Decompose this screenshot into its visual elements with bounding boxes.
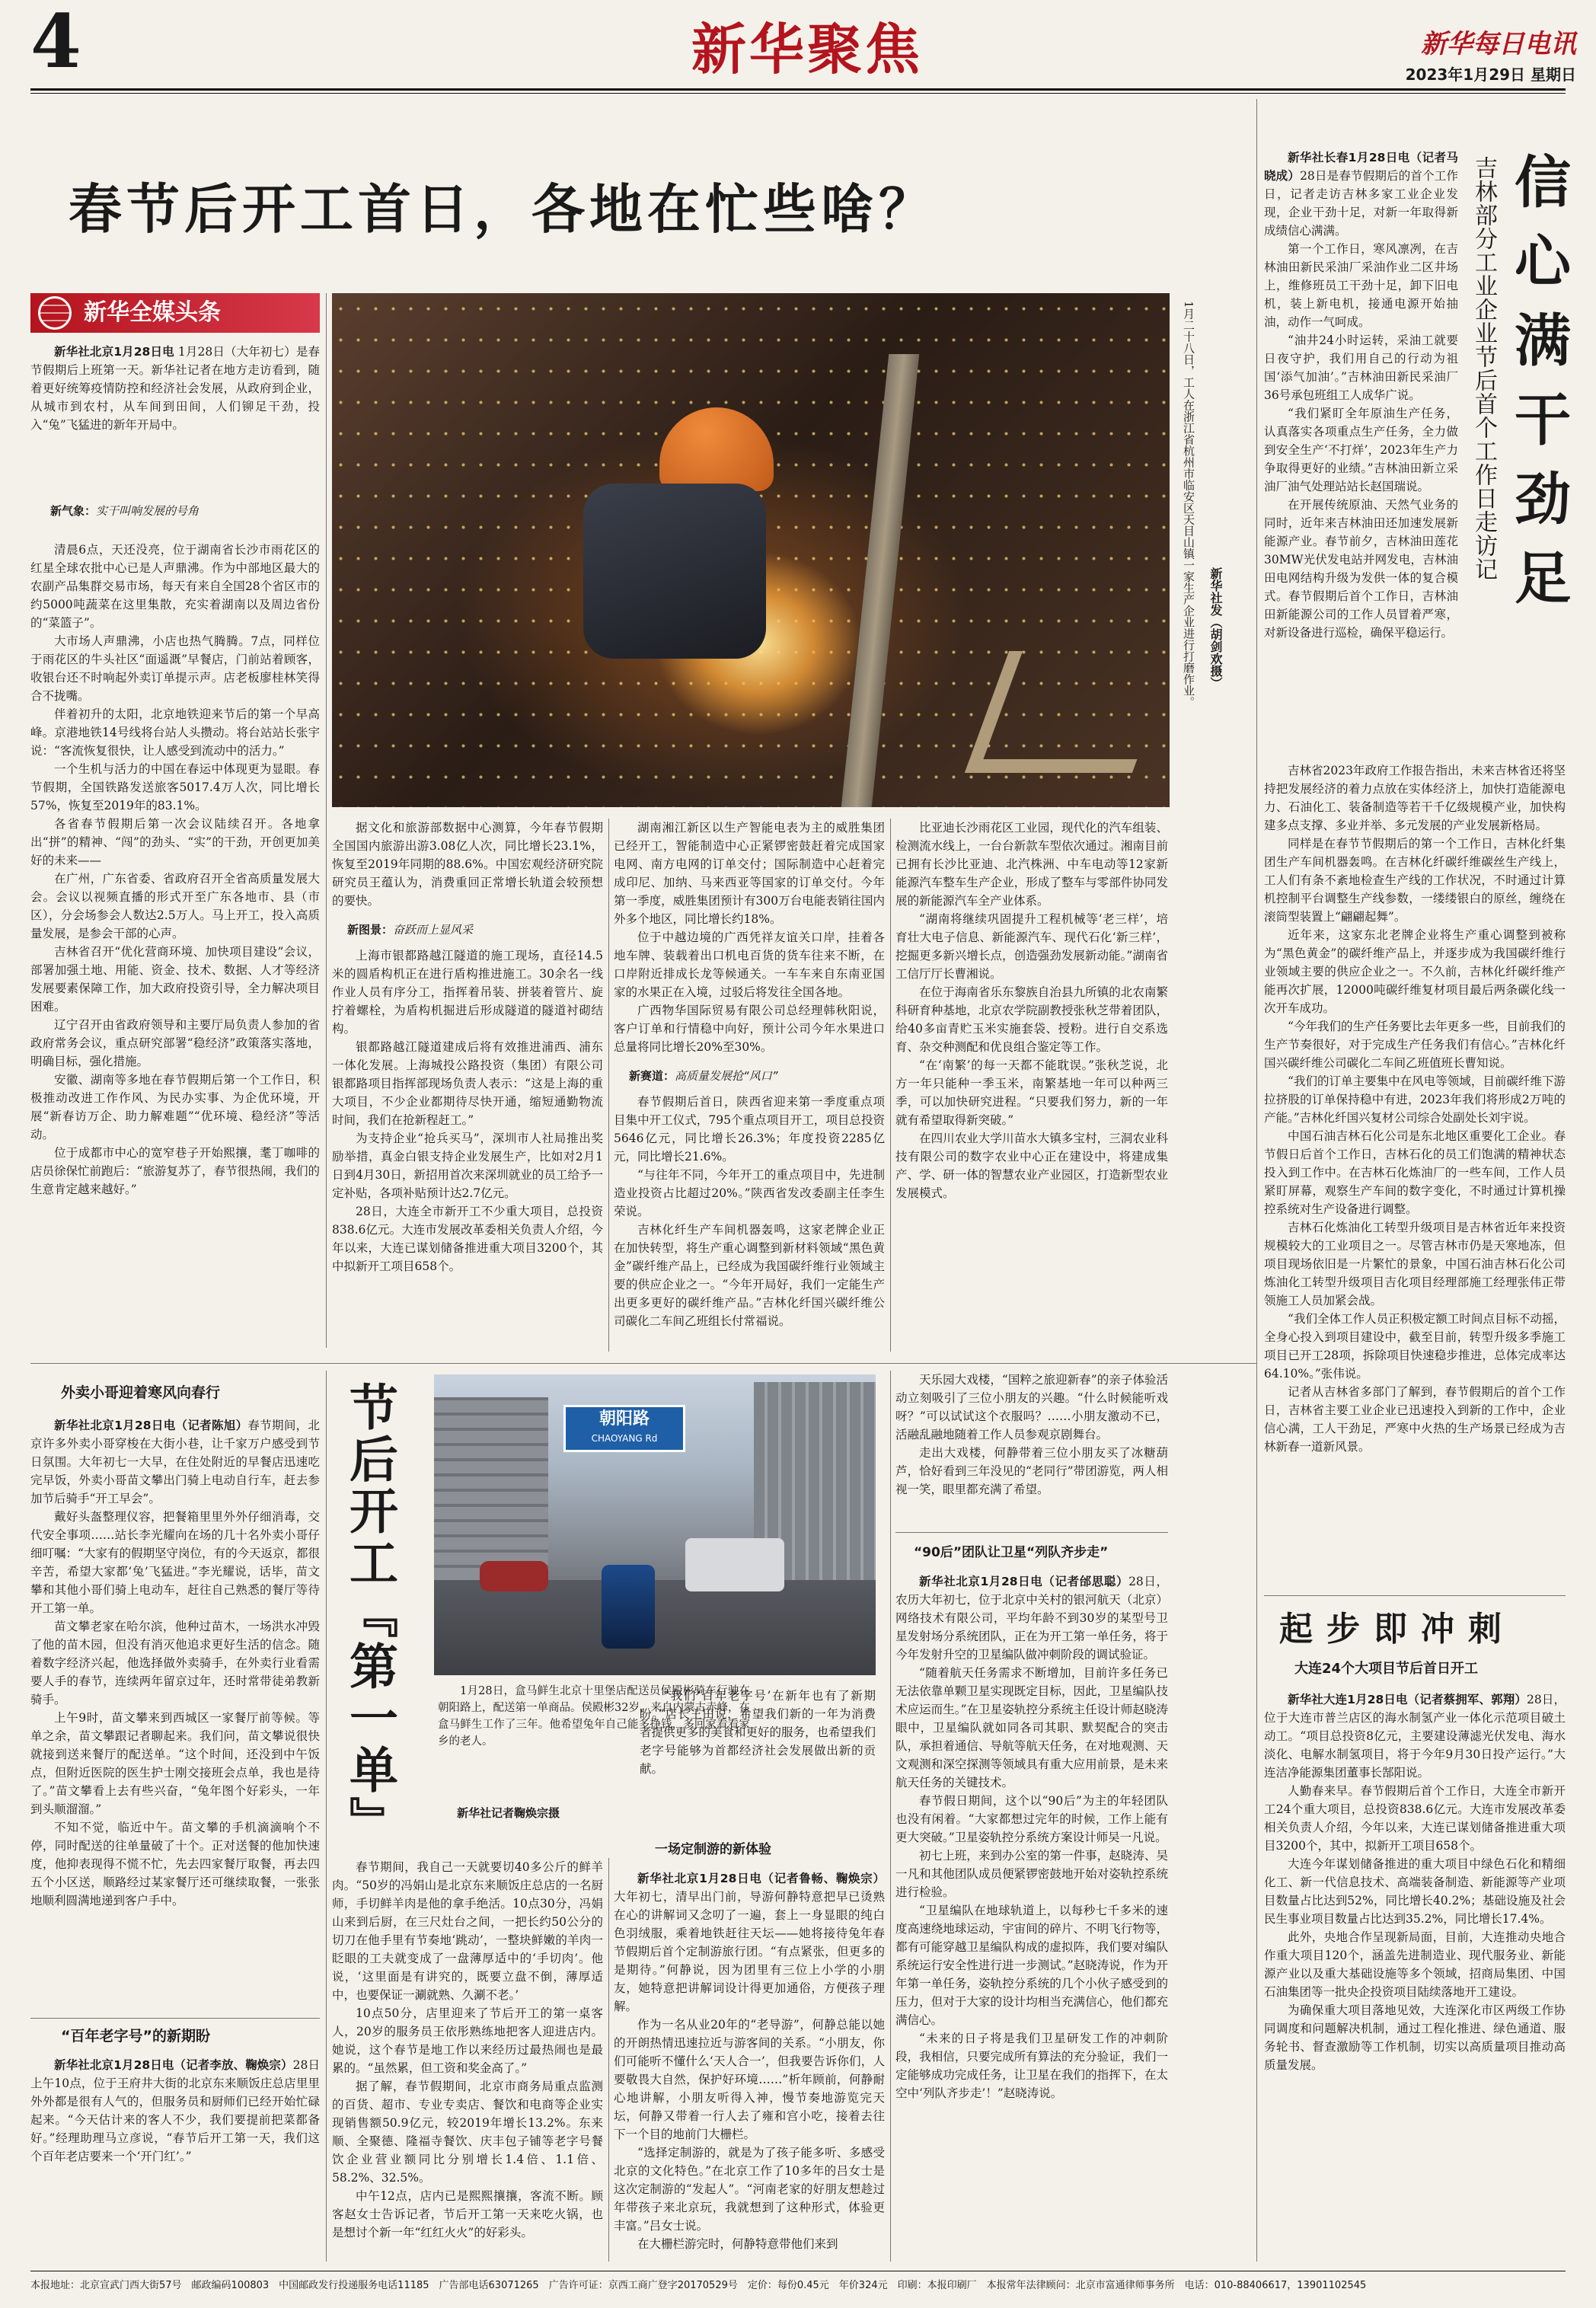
column-divider [608,1858,609,2262]
paragraph: “油井24小时运转，采油工就要日夜守护，我们用自己的行动为祖国‘添气加油’。”吉林油田新民采油厂36号承包班组工人成华广说。 [1264,334,1458,402]
paper-brand: 新华每日电讯 [1421,29,1576,59]
paragraph: 吉林化纤生产车间机器轰鸣，这家老牌企业正在加快转型，将生产重心调整到新材料领域“黑色黄金”碳纤维产品上，已经成为我国碳纤维行业领域主要的供应企业之一。“今年开局好，我们一定能生产出更多更好的碳纤维产品。”吉林化纤国兴碳纤维公司碳化二车间乙班组长付常福说。 [614,1223,885,1328]
section2-sub: 奋跃而上显风采 [393,923,474,937]
paragraph: 清晨6点，天还没亮，位于湖南省长沙市雨花区的红星全球农批中心已是人声鼎沸。作为中部地区最大的农副产品集群交易市场，每天有来自全国28个省区市的约5000吨蔬菜在这里集散，充实着湖南以及周边省份的“菜篮子”。 [30,543,320,630]
paragraph: 28日，大连全市新开工不少重大项目，总投资838.6亿元。大连市发展改革委相关负责人介绍，今年以来，大连已谋划储备推进重大项目3200个，其中拟新开工项目658个。 [332,1205,603,1273]
laozihao-body [30,2056,320,2262]
section1-title: 新气象： [50,504,97,518]
road [434,1580,876,1675]
dalian-dateline: 新华社大连1月28日电（记者蔡拥军、郭翔） [1288,1693,1527,1706]
tour-title: 一场定制游的新体验 [655,1842,771,1857]
paragraph: 据文化和旅游部数据中心测算，今年春节假期全国国内旅游出游3.08亿人次，同比增长23.1%，恢复至2019年同期的88.6%。中国宏观经济研究院研究员王蕴认为，消费重回正常增长轨道会较预想的要快。 [332,821,603,908]
satellite-dateline: 新华社北京1月28日电（记者邰思聪） [919,1575,1129,1588]
paragraph: 银都路越江隧道建成后将有效推进浦西、浦东一体化发展。上海城投公路投资（集团）有限公司银都路项目指挥部现场负责人表示：“这是上海的重大项目，不少企业都期待尽快开通，缩短通勤物流时间，我们在抢新程赶工。” [332,1040,603,1127]
paragraph: “我们全体工作人员正积极定额工时间点目标不动摇，全身心投入到项目建设中，截至目前，转型升级多季施工项目已开工28项，拆除项目快速稳步推进，总体完成率达64.10%。”张伟说。 [1264,1312,1566,1381]
road-sign-pinyin: CHAOYANG Rd [591,1433,658,1444]
lead-col3-body [614,819,885,1352]
column-divider [890,819,891,1352]
paragraph: 初七上班，来到办公室的第一件事，赵晓涛、吴一凡和其他团队成员便紧锣密鼓地开始对姿轨控系统进行检验。 [895,1849,1168,1899]
first-order-caption-text: 1月28日，盒马鲜生北京十里堡店配送员侯殿彬骑车行驶在朝阳路上，配送第一单商品。侯殿彬32岁，来自内蒙古赤峰，在盒马鲜生工作了三年。他希望兔年自己能多挣钱，多回家看看家乡的老人。 [438,1685,750,1748]
paragraph: 在四川农业大学川苗水大镇多宝村，三洞农业科技有限公司的数字农业中心正在建设中，将建成集产、学、研一体的智慧农业产业园区，打造新型农业发展模式。 [895,1132,1168,1200]
column-divider [1256,99,1257,2262]
courier-scooter [602,1565,655,1649]
paragraph: 中国石油吉林石化公司是东北地区重要化工企业。春节假日后首个工作日，吉林石化的员工们饱满的精神状态投入到工作中。在吉林石化炼油厂的一些车间，工作人员紧盯屏幕，观察生产车间的数字变化，不时通过计算机操控系统对生产设备进行调整。 [1264,1129,1566,1216]
paragraph: 同样是在春节节假期后的第一个工作日，吉林化纤集团生产车间机器轰鸣。在吉林化纤碳纤维碳丝生产线上，工人们有条不紊地检查生产线的工作状况，不时通过计算机控制平台调整生产线参数，一缕缕银白的原丝，缠绕在滚筒型装置上“翩翩起舞”。 [1264,837,1566,924]
road-sign [563,1405,685,1452]
dalian-title: 起步即冲刺 [1279,1610,1515,1649]
paragraph: 28日上午10点，位于王府井大街的北京东来顺饭庄总店里里外外都是很有人气的，但服务员和厨师们已经开始忙碌起来。“今天估计来的客人不少，我们要提前把菜都备好。”经理助理马立彦说，“春节后开工第一天，我们这个百年老店要来一个‘开门红’。” [30,2058,320,2163]
lead-col2-body [332,819,603,1352]
road-sign-text: 朝阳路 [598,1409,650,1429]
column-logo-text: 新华全媒头条 [84,299,221,326]
paragraph: 天乐园大戏楼，“国粹之旅迎新春”的亲子体验活动立刻吸引了三位小朋友的兴趣。“什么时候能听戏呀？”可以试试这个衣服吗？……小朋友激动不已，活融乱融地随着工作人员参观京剧舞台。 [895,1373,1168,1441]
section1-sub: 实干叫响发展的号角 [96,504,200,518]
paragraph: 作为一名从业20年的“老导游”，何静总能以她的开朗热情迅速拉近与游客间的关系。“小朋友，你们可能听不懂什么‘天人合一’，但我要告诉你们，人要敬畏大自然，保护好环境……”析年顾前，何静耐心地讲解，小朋友听得入神，慢节奏地游览完天坛，何静又带着一行人去了雍和宫小吃，接着去往下一个目的地前门大栅栏。 [614,2018,885,2141]
section-rule [895,1532,1168,1533]
paragraph: 大市场人声鼎沸，小店也热气腾腾。7点，同样位于雨花区的牛头社区“面遥溉”早餐店，门前站着顾客，收银台还不时响起外卖订单提示声。店老板廖桂林笑得合不拢嘴。 [30,634,320,703]
worker-helmet [659,407,774,491]
kuaidi-title: 外卖小哥迎着寒风向春行 [61,1384,221,1401]
paragraph: 第一个工作日，寒风凛冽，在吉林油田新民采油厂采油作业二区井场上，维修班员工干劲十足，卸下旧电机，装上新电机，接通电源开始抽油，动作一气呵成。 [1264,242,1458,329]
paragraph: 在开展传统原油、天然气业务的同时，近年来吉林油田还加速发展新能源产业。春节前夕，吉林油田莲花30MW光伏发电站并网发电，吉林油田电网结构升级为发供一体的复合模式。春节假期后首个工作日，吉林油田新能源公司的工作人员冒着严寒，对新设备进行巡检，确保平稳运行。 [1264,498,1458,640]
column-logo [30,293,320,333]
paragraph: “选择定制游的，就是为了孩子能多听、多感受北京的文化特色。”在北京工作了10多年的吕女士是这次定制游的“发起人”。“河南老家的好朋友想趁过年带孩子来北京玩，我就想到了这种形式，体验更丰富。”吕女士说。 [614,2146,885,2233]
tour-body-cont [895,1371,1168,1523]
jilin-vertical-title: 信心满干劲足 [1505,152,1571,627]
jilin-body-top [1264,148,1458,750]
paragraph: 近年来，这家东北老牌企业将生产重心调整到被称为“黑色黄金”的碳纤维产品上，并逐步成为我国碳纤维行业领域主要的供应企业之一。不久前，吉林化纤碳纤维产能再次扩展，12000吨碳纤维复材项目最后两条碳化线一次开车成功。 [1264,928,1566,1015]
paragraph: 湖南湘江新区以生产智能电表为主的威胜集团已经开工，智能制造中心正紧锣密鼓赶着完成国家电网、南方电网的订单交付；国际制造中心赶着完成印尼、加纳、马来西亚等国家的订单交付。今年第一季度，威胜集团预计有300万台电能表销往国内外多个地区，同比增长约18%。 [614,821,885,926]
paragraph: 中午12点，店内已是熙熙攘攘，客流不断。顾客赵女士告诉记者，节后开工第一天来吃火锅，也是想讨个新一年“红红火火”的好彩头。 [332,2189,603,2239]
paragraph: 28日，位于大连市普兰店区的海水制氢产业一体化示范项目破土动工。“项目总投资8亿元，主要建设薄滤光伏发电、海水淡化、电解水制氢项目，将于今年9月30日投产运行。”大连洁净能源集团董事长郜阳说。 [1264,1693,1566,1780]
section3-heading [629,1067,885,1085]
lead-intro-text: 1月28日（大年初七）是春节假期后上班第一天。新华社记者在地方走访看到，随着更好统筹疫情防控和经济社会发展，从政府到企业，从城市到农村，从车间到田间，人们铆足干劲，投入“兔”飞猛进的新年开局中。 [30,345,320,432]
paragraph: 辽宁召开由省政府领导和主要厅局负责人参加的省政府常务会议，重点研究部署“稳经济”政策落实落地，明确目标，强化措施。 [30,1018,320,1068]
section2-title: 新图景： [347,923,394,937]
footer-address: 本报地址：北京宣武门西大街57号 邮政编码100803 中国邮政发行投递服务电话11185 广告部电话63071265 广告许可证：京西工商广登字20170529号 定价：每份0.45元 年价324元 印刷：本报印刷厂 本报常年法律顾问：北京市富通律师事务所 电话：010-88406617，13901102545 [30,2280,1367,2291]
worker-body [583,484,766,659]
laozihao-dateline: 新华社北京1月28日电（记者李放、鞠焕宗） [54,2058,293,2072]
column-divider [326,293,327,1348]
section3-title: 新赛道： [629,1069,675,1083]
main-photo-credit: 新华社发（胡剑欢摄） [1208,567,1223,689]
tour-dateline: 新华社北京1月28日电（记者鲁畅、鞠焕宗） [637,1872,885,1885]
steel-beam [841,354,920,807]
section-rule [30,2018,320,2019]
masthead-rule [30,88,1566,91]
column-divider [326,1371,327,2262]
column-divider [890,1371,891,2262]
paragraph: 在广州，广东省委、省政府召开全省高质量发展大会。会议以视频直播的形式开至广东各地市、县（市区），分会场参会人数达2.5万人。马上开工，投入高质量发展，是参会干部的心声。 [30,872,320,940]
date-line: 2023年1月29日 星期日 [1405,65,1576,84]
paragraph: “我们的订单主要集中在风电等领域，目前碳纤维下游拉挤股的订单保持稳中有进，2023年我们将形成2万吨的产能。”吉林化纤国兴复材公司综合处副处长刘宇说。 [1264,1074,1566,1125]
paragraph: 此外，央地合作呈现新局面，目前，大连推动央地合作重大项目120个，涵盖先进制造业、现代服务业、新能源产业以及重大基础设施等多个领域，招商局集团、中国石油集团等一批央企投资项目陆续落地开工建设。 [1264,1930,1566,1999]
paragraph: 一个生机与活力的中国在春运中体现更为显眼。春节假期，全国铁路发送旅客5017.4万人次，同比增长57%，恢复至2019年的83.1%。 [30,762,320,812]
bus [685,1538,784,1591]
paragraph: “湖南将继续巩固提升工程机械等‘老三样’，培育壮大电子信息、新能源汽车、现代石化‘新三样’，挖掘更多新兴增长点，创造强劲发展新动能。”湖南省工信厅厅长曹湘说。 [895,912,1168,981]
section2-heading [347,921,603,939]
paragraph: 在大栅栏游完时，何静特意带他们来到 [637,2237,838,2251]
section-rule [30,1363,1256,1364]
paragraph: 上午9时，苗文攀来到西城区一家餐厅前等候。等单之余，苗文攀跟记者聊起来。我们问，苗文攀说很快就接到送来餐厅的配送单。“这个时间，还没到中午饭点，但附近医院的医生护士刚交接班会点单，我也是待了。”苗文攀看上去有些兴奋，“兔年图个好彩头，一年到头顺溜溜。” [30,1711,320,1816]
tour-body [614,1869,885,2262]
paragraph: 记者从吉林省多部门了解到，春节假期后的首个工作日，吉林省主要工业企业已迅速投入到新的工作中，企业信心满，工人干劲足，严寒中火热的生产场景已经成为吉林新春一道新风景。 [1264,1385,1566,1454]
section3-sub: 高质量发展抢“风口” [675,1069,778,1083]
page-number: 4 [30,0,81,85]
column-divider [608,819,609,1352]
first-order-quote [640,1687,876,1831]
first-order-photo [434,1374,876,1675]
laozihao-body-cont [332,1858,603,2262]
paragraph: “在‘南繁’的每一天都不能耽误。”张秋芝说，北方一年只能种一季玉米，南繁基地一年可以种两三季，可以加快研究进程。“只要我们努力，新的一年就有希望取得新突破。” [895,1058,1168,1127]
paragraph: 苗文攀老家在哈尔滨，他种过苗木，一场洪水冲毁了他的苗木园，但没有消灭他追求更好生活的信念。随着数字经济兴起，他选择做外卖骑手，在外卖行业看需要人手的春节，连续两年留京过年，还时常带徒弟教新骑手。 [30,1620,320,1706]
paragraph: 戴好头盔整理仪容，把餐箱里里外外仔细消毒，交代安全事项……站长李光耀向在场的几十名外卖小哥仔细叮嘱：“大家有的假期坚守岗位，有的今天返京，都很辛苦，希望大家都‘兔’飞猛进。”李光耀说，话毕，苗文攀和其他小哥们骑上电动车，赶往自己熟悉的餐厅等待开工第一单。 [30,1510,320,1615]
steel-frame [965,651,1170,773]
paragraph: 安徽、湖南等多地在春节假期后第一个工作日，积极推动改进工作作风、为民办实事、为企优环境，开展“新春访万企、助力解难题”“优环境、稳经济”等活动。 [30,1073,320,1141]
paragraph: 位于成都市中心的宽窄巷子开始熙攘，耄丁咖啡的店员徐保忙前跑后：“旅游复苏了，春节很热闹，我们的生意肯定越来越好。” [30,1146,320,1196]
main-headline: 春节后开工首日，各地在忙些啥？ [69,177,937,241]
first-order-photo-credit: 新华社记者鞠焕宗摄 [457,1806,560,1820]
masthead-rule-thin [30,93,1566,94]
paragraph: 各省春节假期后第一次会议陆续召开。各地拿出“拼”的精神、“闯”的劲头、“实”的干劲，开创更加美好的未来—— [30,817,320,867]
paragraph: 比亚迪长沙雨花区工业园，现代化的汽车组装、检测流水线上，一台台新款车型依次通过。湘南目前已拥有长沙比亚迪、北汽株洲、中车电动等12家新能源汽车整车生产企业，形成了整车与零部件协同发展的新能源汽车全产业体系。 [895,821,1168,908]
paragraph: 位于中越边境的广西凭祥友谊关口岸，挂着各地车牌、装载着出口机电百货的货车往来不断，在口岸附近排成长龙等候通关。一车车来自东南亚国家的水果正在入境，过驳后将发往全国各地。 [614,931,885,999]
lead-dateline: 新华社北京1月28日电 [54,345,174,359]
section-title: 新华聚焦 [691,17,923,81]
paragraph: “卫星编队在地球轨道上，以每秒七千多米的速度高速绕地球运动，宇宙间的碎片、不明飞行物等，都有可能穿越卫星编队构成的虚拟阵，我们要对编队系统运行安全性进行进一步测试。”赵晓涛说，作为开年第一单任务，姿轨控分系统的几个小伙子感受到的压力，但对于大家的设计均相当充满信心，他们都充满信心。 [895,1904,1168,2027]
paragraph: 广西物华国际贸易有限公司总经理韩秋阳说，客户订单和行情稳中向好，预计公司今年水果进口总量将同比增长20%至30%。 [614,1004,885,1054]
paragraph: “我们紧盯全年原油生产任务，认真落实各项重点生产任务，全力做到安全生产‘不打烊’，2023年生产力争取得更好的业绩。”吉林油田新立采油厂油气处理站站长赵国瑞说。 [1264,407,1458,493]
lead-col1-body [30,541,320,1348]
paragraph: 吉林省2023年政府工作报告指出，未来吉林省还将坚持把发展经济的着力点放在实体经济上，加快打造能源电力、石油化工、装备制造等若干千亿级规模产业，加快构建多点支撑、多业并举、多元发展的产业发展新格局。 [1264,764,1566,832]
jilin-body-bottom [1264,761,1566,1584]
paragraph: 为支持企业“抢兵买马”，深圳市人社局推出奖励举措，真金白银支持企业发展生产，比如对2月1日到4月30日，新招用首次来深圳就业的员工给予一定补贴，各项补贴预计达2.7亿元。 [332,1132,603,1200]
paragraph: 在位于海南省乐东黎族自治县九所镇的北农南繁科研育种基地，北京农学院副教授张秋芝带着团队，给40多亩青贮玉米实施套袋、授粉。进行自交系选育、杂交种测配和优良组合鉴定等工作。 [895,985,1168,1054]
globe-icon [38,296,72,330]
paragraph: 为确保重大项目落地见效，大连深化市区两级工作协同调度和问题解决机制，通过工程化推进、绿色通道、服务轮书、督查激励等工作机制，切实以高质量项目推动高质量发展。 [1264,2003,1566,2072]
main-photo-caption [1180,301,1197,735]
paragraph: “与往年不同，今年开工的重点项目中，先进制造业投资占比超过20%。”陕西省发改委副主任李生荣说。 [614,1168,885,1218]
lead-intro [30,343,320,434]
paragraph: “未来的日子将是我们卫星研发工作的冲刺阶段，我相信，只要完成所有算法的充分验证，我们一定能够成功完成任务，让卫星在我们的指挥下，在太空中‘列队齐步走’！”赵晓涛说。 [895,2032,1168,2100]
kuaidi-dateline: 新华社北京1月28日电（记者陈旭） [54,1419,248,1432]
kuaidi-body [30,1416,320,2010]
paragraph: 春节假日期间，这个以“90后”为主的年轻团队也没有闲着。“大家都想过完年的时候，工作上能有更大突破。”卫星姿轨控分系统方案设计师吴一凡说。 [895,1794,1168,1844]
section-rule [1264,1595,1566,1596]
paragraph: 不知不觉，临近中午。苗文攀的手机滴滴响个不停，同时配送的往单量破了十个。正对送餐的他加快速度，他抑表现得不慌不忙，先去四家餐厅取餐，再去四五个小区送，顺路经过某家餐厅还可继续取餐，一张张地顺利圆满地递到客户手中。 [30,1821,320,1907]
paragraph: 10点50分，店里迎来了节后开工的第一桌客人，20岁的服务员王依彤熟练地把客人迎进店内。她说，这个春节是地工作以来经历过最热闹也是最累的。“虽然累，但工资和奖金高了。” [332,2006,603,2075]
dalian-body [1264,1690,1566,2262]
paragraph: 春节期间，我自己一天就要切40多公斤的鲜羊肉。“50岁的冯娟山是北京东来顺饭庄总店的一名厨师，手切鲜羊肉是他的拿手绝活。10点30分，冯娟山来到后厨，在三尺灶台之间，一把长约50公分的切刀在他手里有节奏地‘跳动’，一整块鲜嫩的羊肉一眨眼的工夫就变成了一盘薄厚适中的‘手切肉’。他说，‘这里面是有讲究的，既要立盘不倒，薄厚适中，也要保证一涮就熟、久涮不老。’ [332,1860,603,2002]
paragraph: 春节期间，北京许多外卖小哥穿梭在大街小巷，让千家万户感受到节日氛围。大年初七一大早，在住处附近的早餐店迅速吃完早饭，外卖小哥苗文攀出门骑上电动自行车，赶去参加节后骑手“开工早会”。 [30,1419,320,1505]
section1-heading [50,503,324,519]
paragraph: 走出大戏楼，何静带着三位小朋友买了冰糖葫芦，恰好看到三年没见的“老同行”带团游览，两人相视一笑，眼里都充满了希望。 [895,1446,1168,1496]
paragraph: “随着航天任务需求不断增加，目前许多任务已无法依靠单颗卫星实现既定目标，因此，卫星编队技术应运而生。”在卫星姿轨控分系统主任设计师赵晓涛眼中，卫星编队就如同各司其职、默契配合的突击队，承担着通信、导航等航天任务，在对地观测、天文观测和深空探测等领域具有重大应用前景，是未来航天任务的关键技术。 [895,1666,1168,1789]
paragraph: 吉林石化炼油化工转型升级项目是吉林省近年来投资规模较大的工业项目之一。尽管吉林市仍是天寒地冻，但项目现场依旧是一片繁忙的景象，中国石油吉林石化公司炼油化工转型升级项目吉化项目经理部施工经理张伟正带领施工人员加紧会战。 [1264,1221,1566,1307]
jilin-dateline: 新华社长春1月28日电（记者马晓成） [1264,151,1458,183]
car-red [480,1561,548,1591]
paragraph: 大年初七，清早出门前，导游何静特意把早已烫熟在心的讲解词又念叨了一遍，套上一身显眼的纯白色羽绒服，乘着地铁赶往天坛——她将接待兔年春节假期后首个定制游旅行团。“有点紧张，但更多的是期待。”何静说，因为团里有三位上小学的小朋友，她特意把讲解词设计得更加通俗，方便孩子理解。 [614,1890,885,2013]
paragraph: 春节假期后首日，陕西省迎来第一季度重点项目集中开工仪式，795个重点项目开工，项目总投资5646亿元，同比增长26.3%；年度投资2285亿元，同比增长21.6%。 [614,1095,885,1164]
paragraph: 28日，农历大年初七，位于北京中关村的银河航天（北京）网络技术有限公司，平均年龄不到30岁的某型号卫星发射场分系统团队，正在为开工第一单任务，将于今年发射升空的卫星编队做冲刺阶段的调试验证。 [895,1575,1168,1662]
lead-col4-body [895,819,1168,1352]
main-photo-caption-text: 1月二十八日，工人在浙江省杭州市临安区天目山镇一家生产企业进行打磨作业。 [1182,301,1195,708]
paragraph: 28日是春节假期后的首个工作日，记者走访吉林多家工业企业发现，企业干劲十足，对新一年取得新成绩信心满满。 [1264,169,1458,238]
quote-text: “我们‘百年老字号’在新年也有了新期盼。”店长王田说，希望我们新的一年为消费者提供更多的美食和更好的服务，也希望我们老字号能够为首都经济社会发展做出新的贡献。 [640,1689,876,1776]
paragraph: 大连今年谋划储备推进的重大项目中绿色石化和精细化工、新一代信息技术、高端装备制造、新能源等产业项目数量占比达到52%，同比增长40.2%；基础设施及社会民生事业项目数量占比达到35.2%，同比增长17.4%。 [1264,1857,1566,1926]
paragraph: 人勤春来早。春节假期后首个工作日，大连全市新开工24个重大项目，总投资838.6亿元。大连市发展改革委相关负责人介绍，今年以来，大连已谋划储备推进重大项目3200个，其中，拟新开工项目658个。 [1264,1784,1566,1853]
paragraph: “今年我们的生产任务要比去年更多一些，目前我们的生产节奏很好，对于完成生产任务我们有信心。”吉林化纤国兴碳纤维公司碳化二车间乙班值班长曹知说。 [1264,1020,1566,1070]
first-order-vertical-title: 节后开工『第一单』 [341,1382,398,1848]
jilin-vertical-subtitle: 吉林部分工业企业节后首个工作日走访记 [1470,156,1497,581]
paragraph: 吉林省召开“优化营商环境、加快项目建设”会议，部署加强土地、用能、资金、技术、数据、人才等经济发展要素保障工作，加大政府投资引导，全力解决项目困难。 [30,945,320,1014]
building-left [434,1397,548,1580]
satellite-title: “90后”团队让卫星“列队齐步走” [914,1545,1109,1560]
main-photo-grinding [332,293,1170,807]
paragraph: 伴着初升的太阳，北京地铁迎来节后的第一个早高峰。京港地铁14号线将台站人头攒动。将台站站长张宇说：“客流恢复很快，让人感受到流动中的活力。” [30,707,320,758]
dalian-subtitle: 大连24个大项目节后首日开工 [1294,1661,1479,1677]
paragraph: 据了解，春节假期间，北京市商务局重点监测的百货、超市、专业专卖店、餐饮和电商等企业实现销售额50.9亿元，较2019年增长13.2%。东来顺、全聚德、隆福寺餐饮、庆丰包子铺等老字号餐饮企业营业额同比分别增长1.4倍、1.1倍、58.2%、32.5%。 [332,2080,603,2185]
satellite-body [895,1572,1168,2262]
paragraph: 上海市银都路越江隧道的施工现场，直径14.5米的圆盾构机正在进行盾构推进施工。30余名一线作业人员有序分工，指挥着吊装、拼装着管片、旋拧着螺栓，为盾构机掘进后形成隧道的隧道衬砌结构。 [332,949,603,1036]
laozihao-title: “百年老字号”的新期盼 [61,2028,210,2045]
